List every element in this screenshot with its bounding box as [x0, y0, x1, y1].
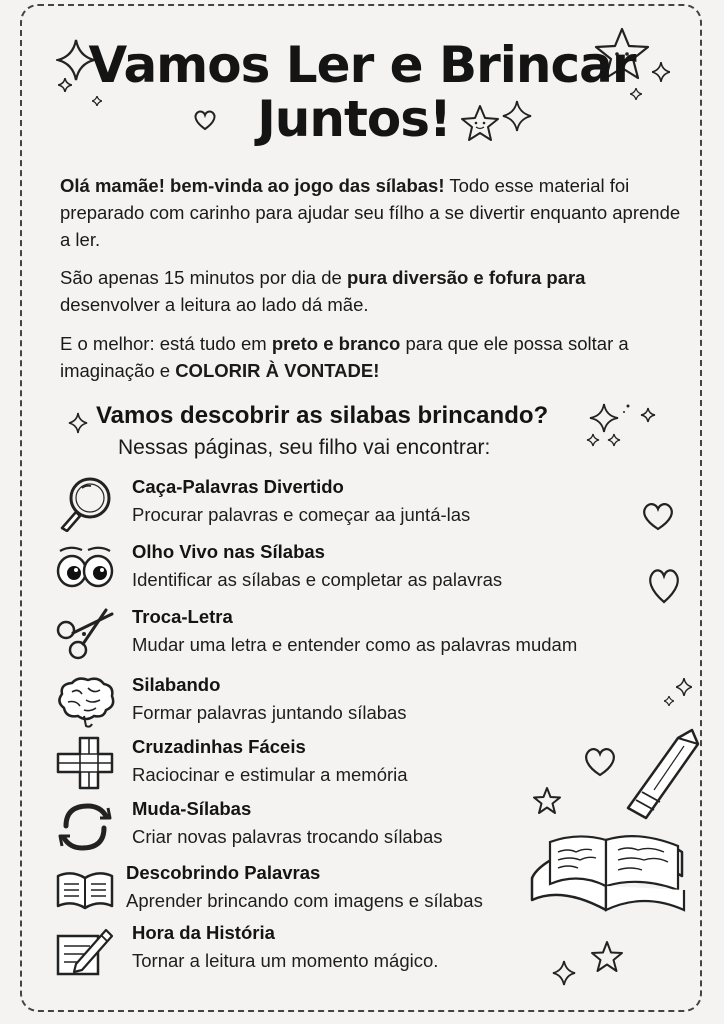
sparkles-cluster-icon: [584, 400, 660, 454]
sparkle-icon: [68, 412, 88, 434]
sparkle-icon: [664, 696, 674, 706]
item-description: Tornar a leitura um momento mágico.: [132, 950, 439, 971]
list-item: [54, 476, 674, 532]
eyes-icon: [54, 541, 116, 597]
item-title: Troca-Letra: [132, 606, 233, 627]
item-description: Formar palavras juntando sílabas: [132, 702, 407, 723]
item-description: Mudar uma letra e entender como as palavras mudam: [132, 634, 578, 655]
star-icon: [590, 940, 624, 974]
list-item: [54, 922, 674, 978]
intro-paragraph-1: Olá mamãe! bem-vinda ao jogo das sílabas! Todo esse material foi preparado com carinho para ajudar seu fílho a se divertir enquanto aprende a ler.: [60, 175, 681, 250]
item-title: Descobrindo Palavras: [126, 862, 321, 883]
cycle-arrows-icon: [54, 798, 116, 854]
puzzle-icon: [54, 736, 116, 792]
intro-paragraph-3: E o melhor: está tudo em preto e branco para que ele possa soltar a imaginação e COLORIR À VONTADE!: [60, 333, 629, 381]
list-item: [54, 541, 674, 597]
sparkle-icon: [552, 960, 576, 986]
section-title: Vamos descobrir as silabas brincando?: [96, 402, 549, 429]
heart-icon: [644, 564, 684, 606]
item-description: Identificar as sílabas e completar as palavras: [132, 569, 503, 590]
heart-icon: [640, 500, 676, 532]
pencil-paper-icon: [54, 922, 116, 978]
list-item: [54, 606, 674, 662]
intro-paragraph-2: São apenas 15 minutos por dia de pura diversão e fofura para desenvolver a leitura ao lado dá mãe.: [60, 267, 586, 315]
item-title: Olho Vivo nas Sílabas: [132, 541, 325, 562]
item-title: Cruzadinhas Fáceis: [132, 736, 306, 757]
item-description: Raciocinar e estimular a memória: [132, 764, 408, 785]
book-icon: [54, 862, 116, 918]
item-title: Hora da História: [132, 922, 275, 943]
open-book-icon: [528, 826, 688, 918]
list-item: [54, 674, 674, 730]
page-title-line1: Vamos Ler e Brincar: [88, 36, 636, 94]
item-title: Silabando: [132, 674, 221, 695]
sparkle-icon: [676, 678, 692, 696]
item-description: Procurar palavras e começar aa juntá-las: [132, 504, 471, 525]
page-title-line2: Juntos!: [257, 90, 451, 148]
item-description: Criar novas palavras trocando sílabas: [132, 826, 443, 847]
crayon-icon: [614, 724, 704, 824]
item-description: Aprender brincando com imagens e sílabas: [126, 890, 483, 911]
scissors-icon: [54, 606, 116, 662]
item-title: Muda-Sílabas: [132, 798, 252, 819]
brain-icon: [54, 674, 116, 730]
magnifier-icon: [54, 476, 116, 532]
section-subtitle: Nessas páginas, seu filho vai encontrar:: [118, 436, 491, 459]
star-icon: [532, 786, 562, 816]
item-title: Caça-Palavras Divertido: [132, 476, 344, 497]
